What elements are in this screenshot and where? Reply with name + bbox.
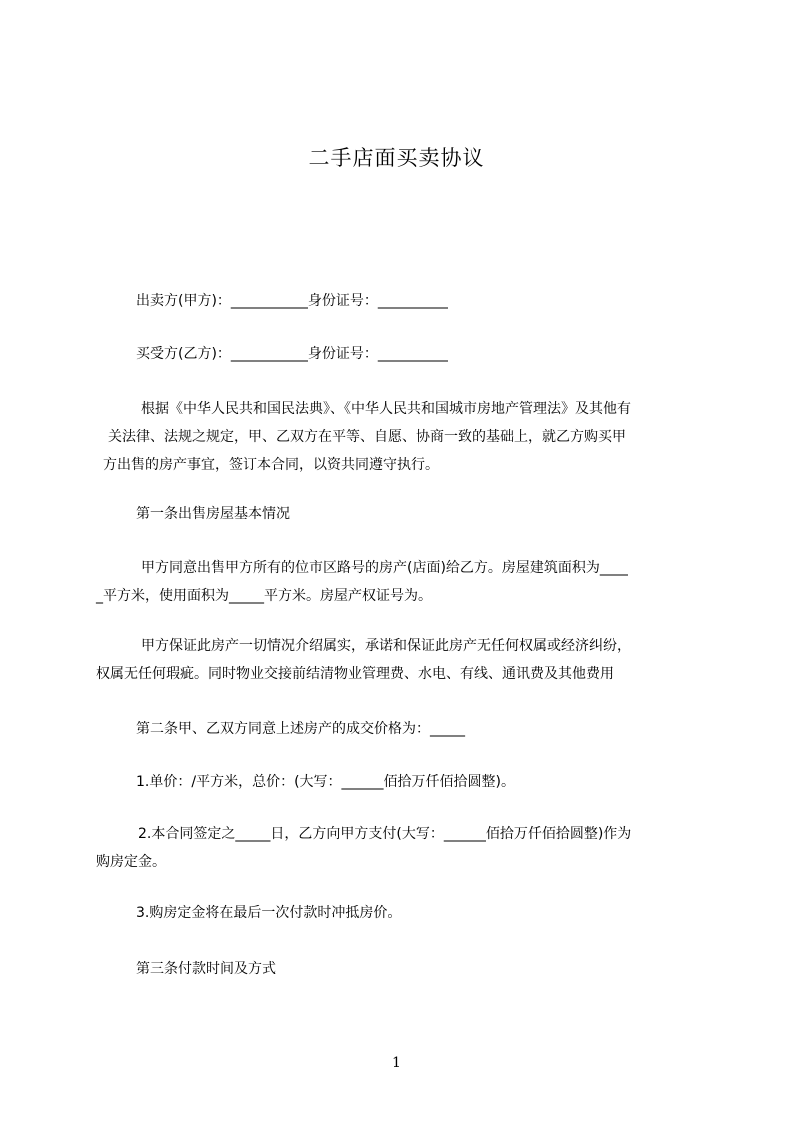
preamble-line-2: 关法律、法规之规定，甲、乙双方在平等、自愿、协商一致的基础上，就乙方购买甲: [108, 429, 626, 445]
clause-2-2-line-2: 购房定金。: [96, 854, 166, 870]
buyer-line: 买受方(乙方)：___________身份证号：__________: [136, 346, 448, 362]
clause-2-2-line-1: 2.本合同签定之_____日，乙方向甲方支付(大写：______佰拾万仟佰拾圆整)作为: [138, 826, 632, 842]
article-1-para2-line-2: 权属无任何瑕疵。同时物业交接前结清物业管理费、水电、有线、通讯费及其他费用: [96, 666, 614, 682]
article-1-para1-line-1: 甲方同意出售甲方所有的位市区路号的房产(店面)给乙方。房屋建筑面积为____: [141, 560, 628, 576]
preamble-line-3: 方出售的房产事宜，签订本合同，以资共同遵守执行。: [103, 457, 439, 473]
article-1-para1-line-2: _平方米，使用面积为_____平方米。房屋产权证号为。: [96, 588, 432, 604]
clause-2-1: 1.单价：/平方米，总价：(大写：______佰拾万仟佰拾圆整)。: [136, 774, 515, 790]
seller-line: 出卖方(甲方)：___________身份证号：__________: [136, 293, 448, 309]
clause-2-3: 3.购房定金将在最后一次付款时冲抵房价。: [136, 905, 402, 921]
article-1-heading: 第一条出售房屋基本情况: [136, 506, 290, 522]
page-number: 1: [392, 1055, 401, 1071]
document-title: 二手店面买卖协议: [308, 146, 485, 170]
preamble-line-1: 根据《中华人民共和国民法典》、《中华人民共和国城市房地产管理法》及其他有: [141, 401, 631, 417]
article-2-heading: 第二条甲、乙双方同意上述房产的成交价格为：_____: [136, 721, 465, 737]
article-1-para2-line-1: 甲方保证此房产一切情况介绍属实，承诺和保证此房产无任何权属或经济纠纷，: [141, 638, 631, 654]
article-3-heading: 第三条付款时间及方式: [136, 961, 276, 977]
